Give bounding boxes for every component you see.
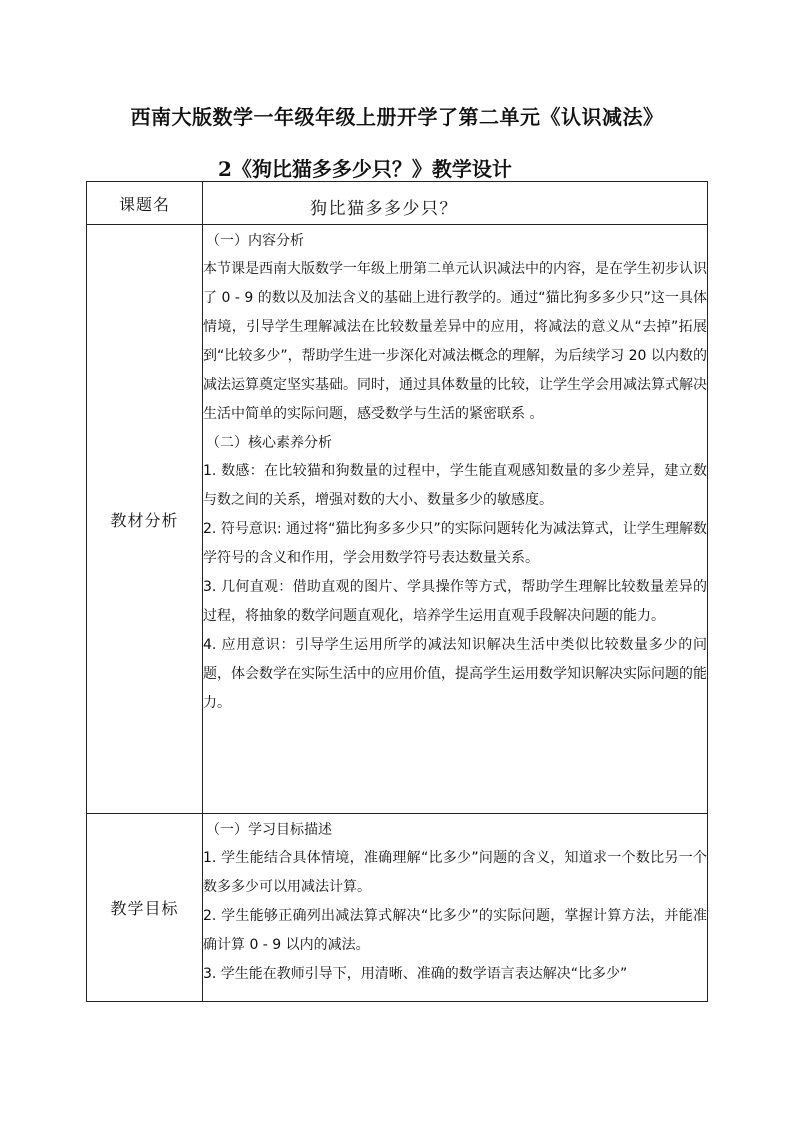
material-analysis-row <box>87 225 708 814</box>
document-subtitle: 2《狗比猫多多少只？》教学设计 <box>218 157 512 181</box>
subject-label: 课题名 <box>87 182 203 225</box>
core-literacy-heading: （二）核心素养分析 <box>206 435 332 451</box>
teaching-goals-row <box>87 814 708 1002</box>
goal-item-express: 3. 学生能在教师引导下，用清晰、准确的数学语言表达解决“比多少” <box>203 966 628 982</box>
subject-value-cell <box>203 182 708 225</box>
goal-item-calculate: 2. 学生能够正确列出减法算式解决“比多少”的实际问题，掌握计算方法，并能准确计算 0 - 9 以内的减法。 <box>203 908 707 953</box>
literacy-item-application-awareness: 4. 应用意识：引导学生运用所学的减法知识解决生活中类似比较数量多少的问题，体会数学在实际生活中的应用价值，提高学生运用数学知识解决实际问题的能力。 <box>203 637 707 711</box>
learning-goals-heading: （一）学习目标描述 <box>206 822 332 838</box>
document-title: 西南大版数学一年级年级上册开学了第二单元《认识减法》 <box>130 105 664 129</box>
content-analysis-paragraph: 本节课是西南大版数学一年级上册第二单元认识减法中的内容，是在学生初步认识了 0 - 9 的数以及加法含义的基础上进行教学的。通过“猫比狗多多少只”这一具体情境，引导学生理解减法在比较数量差异中的应用，将减法的意义从“去掉”拓展到“比较多少”，帮助学生进一步深化对减法概念的理解，为后续学习 20 以内数的减法运算奠定坚实基础。同时，通过具体数量的比较，让学生学会用减法算式解决生活中简单的实际问题，感受数学与生活的紧密联系 。 <box>203 261 707 422</box>
material-analysis-content <box>203 225 708 814</box>
literacy-item-symbol-awareness: 2. 符号意识: 通过将“猫比狗多多少只”的实际问题转化为减法算式，让学生理解数学符号的含义和作用，学会用数学符号表达数量关系。 <box>203 521 707 566</box>
subject-row <box>87 182 708 225</box>
subject-value: 狗比猫多多少只？ <box>310 199 458 219</box>
teaching-goals-label: 教学目标 <box>87 814 203 1002</box>
material-analysis-label: 教材分析 <box>87 225 203 814</box>
literacy-item-number-sense: 1. 数感：在比较猫和狗数量的过程中，学生能直观感知数量的多少差异，建立数与数之间的关系，增强对数的大小、数量多少的敏感度。 <box>203 463 707 508</box>
lesson-design-table <box>86 181 708 1002</box>
teaching-goals-content <box>203 814 708 1002</box>
literacy-item-geometric-intuition: 3. 几何直观：借助直观的图片、学具操作等方式，帮助学生理解比较数量差异的过程，将抽象的数学问题直观化，培养学生运用直观手段解决问题的能力。 <box>203 579 707 624</box>
content-analysis-heading: （一）内容分析 <box>206 233 304 249</box>
goal-item-understand: 1. 学生能结合具体情境，准确理解“比多少”问题的含义，知道求一个数比另一个数多多少可以用减法计算。 <box>203 850 707 895</box>
